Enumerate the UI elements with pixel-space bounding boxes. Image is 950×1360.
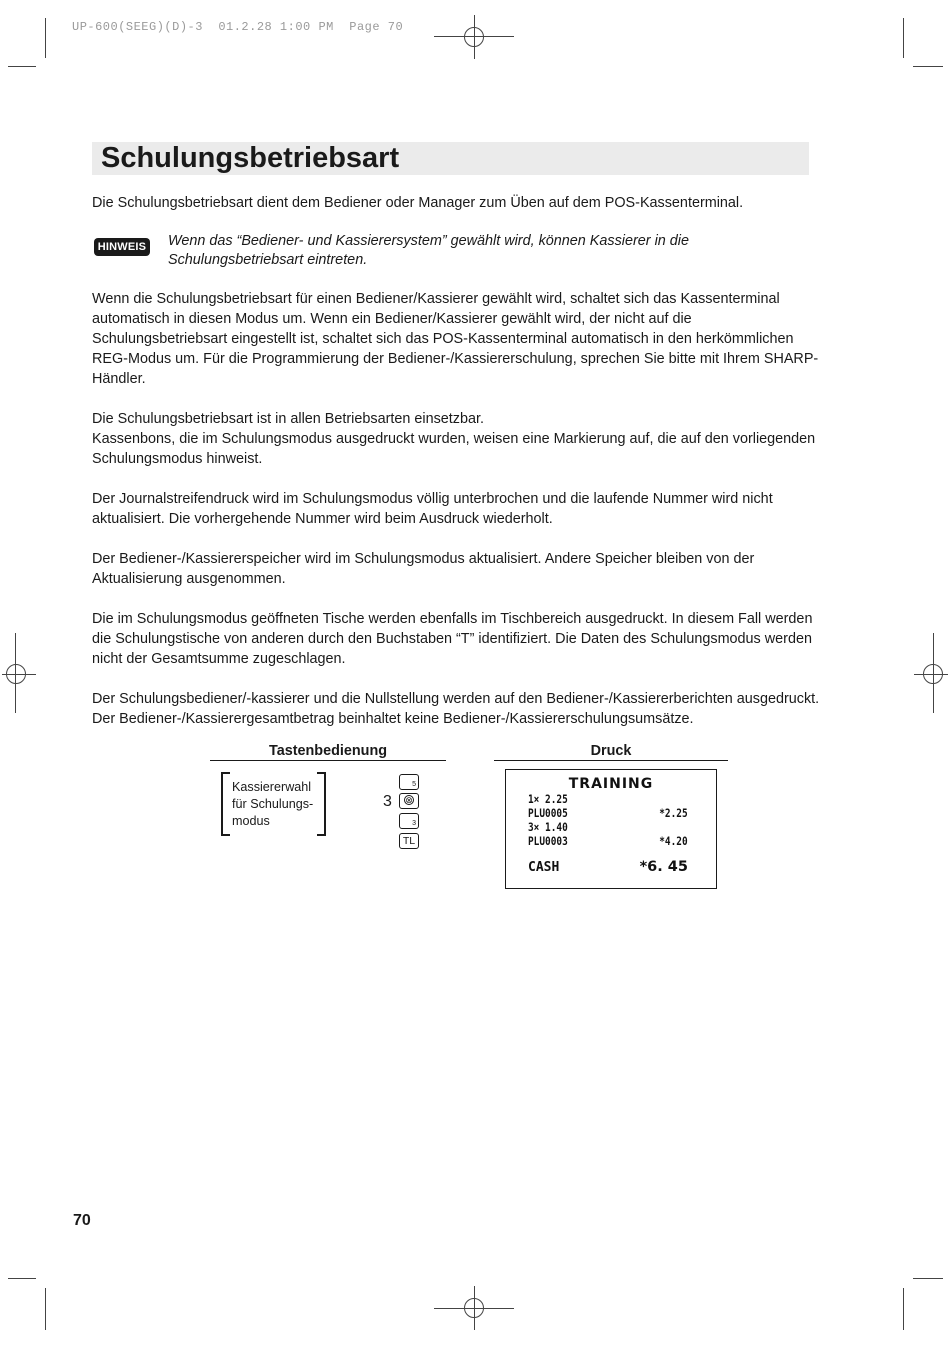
crop-mark <box>903 18 904 58</box>
paragraph: Wenn die Schulungsbetriebsart für einen Bediener/Kassierer gewählt wird, schaltet sich das Kassenterminal automatisch in diesen Modus um. Wenn ein Bediener/Kassierer gewählt wird, der nicht auf die Schulungsbetriebsart eingestellt ist, schaltet sich das POS-Kassenterminal automatisch in den herkömmlichen REG-Modus um. Für die Programmierung der Bediener-/Kassiererschulung, sprechen Sie bitte mit Ihrem SHARP-Händler. <box>92 291 819 387</box>
receipt <box>505 769 717 889</box>
crop-mark <box>913 1278 943 1279</box>
intro-paragraph: Die Schulungsbetriebsart dient dem Bediener oder Manager zum Üben auf dem POS-Kassenterminal. <box>92 195 744 211</box>
receipt-total-amount: *6. 45 <box>639 859 688 875</box>
paragraph: Der Schulungsbediener/-kassierer und die Nullstellung werden auf den Bediener-/Kassiererberichten ausgedruckt. Der Bediener-/Kassierergesamtbetrag beinhaltet keine Bediener-/Kassiererschulungsumsätze. <box>92 691 820 727</box>
crop-mark <box>8 66 36 67</box>
key-sublabel: 5 <box>412 781 416 788</box>
paragraph: Der Bediener-/Kassiererspeicher wird im Schulungsmodus aktualisiert. Andere Speicher bleiben von der Aktualisierung ausgenommen. <box>92 551 755 587</box>
page-title: Schulungsbetriebsart <box>92 142 809 175</box>
crop-mark <box>8 1278 36 1279</box>
registration-mark-right <box>933 633 934 713</box>
receipt-line: 1× 2.25 <box>528 792 568 806</box>
receipt-line: PLU0005 <box>528 806 568 820</box>
registration-mark-left <box>2 674 36 675</box>
receipt-amount: *2.25 <box>659 806 688 820</box>
crop-mark <box>903 1288 904 1330</box>
paragraph: Die im Schulungsmodus geöffneten Tische werden ebenfalls im Tischbereich ausgedruckt. In diesem Fall werden die Schulungstische von anderen durch den Buchstaben “T” identifiziert. Die Daten des Schulungsmodus werden nicht der Gesamtsumme zugeschlagen. <box>92 611 813 667</box>
receipt-line: PLU0003 <box>528 834 568 848</box>
receipt-line: 3× 1.40 <box>528 820 568 834</box>
key-tl: TL <box>399 833 419 849</box>
multiply-icon: ⊗ <box>405 795 413 805</box>
paragraph: Der Journalstreifendruck wird im Schulungsmodus völlig unterbrochen und die laufende Nummer wird nicht aktualisiert. Die vorhergehende Nummer wird beim Ausdruck wiederholt. <box>92 491 773 527</box>
key-5 <box>399 774 419 790</box>
receipt-amount: *4.20 <box>659 834 688 848</box>
print-header: UP-600(SEEG)(D)-3 01.2.28 1:00 PM Page 70 <box>72 20 404 34</box>
registration-mark-right <box>914 674 948 675</box>
key-3 <box>399 813 419 829</box>
paragraph: Die Schulungsbetriebsart ist in allen Betriebsarten einsetzbar. <box>92 411 484 427</box>
crop-mark <box>45 18 46 58</box>
key-multiply <box>399 793 419 809</box>
registration-mark-left <box>15 633 16 713</box>
crop-mark <box>45 1288 46 1330</box>
entered-number: 3 <box>383 793 392 810</box>
print-heading: Druck <box>494 743 728 761</box>
receipt-title: TRAINING <box>568 776 654 792</box>
registration-mark-top <box>474 15 475 59</box>
registration-mark-bottom <box>434 1308 514 1309</box>
page-number: 70 <box>73 1212 91 1229</box>
registration-mark-top <box>434 36 514 37</box>
cashier-selection-bracket <box>221 772 326 834</box>
bracket-left <box>221 772 230 836</box>
paragraph: Kassenbons, die im Schulungsmodus ausgedruckt wurden, weisen eine Markierung auf, die auf den vorliegenden Schulungsmodus hinweist. <box>92 431 816 467</box>
note-text: Wenn das “Bediener- und Kassierersystem” gewählt wird, können Kassierer in die Schulungsbetriebsart eintreten. <box>168 233 689 268</box>
receipt-total-label: CASH <box>528 860 560 875</box>
crop-mark <box>913 66 943 67</box>
key-sublabel: 3 <box>412 820 416 827</box>
bracket-label: Kassiererwahl für Schulungs-modus <box>232 780 314 828</box>
key-operation-heading: Tastenbedienung <box>210 743 446 761</box>
hinweis-badge: HINWEIS <box>94 238 150 256</box>
